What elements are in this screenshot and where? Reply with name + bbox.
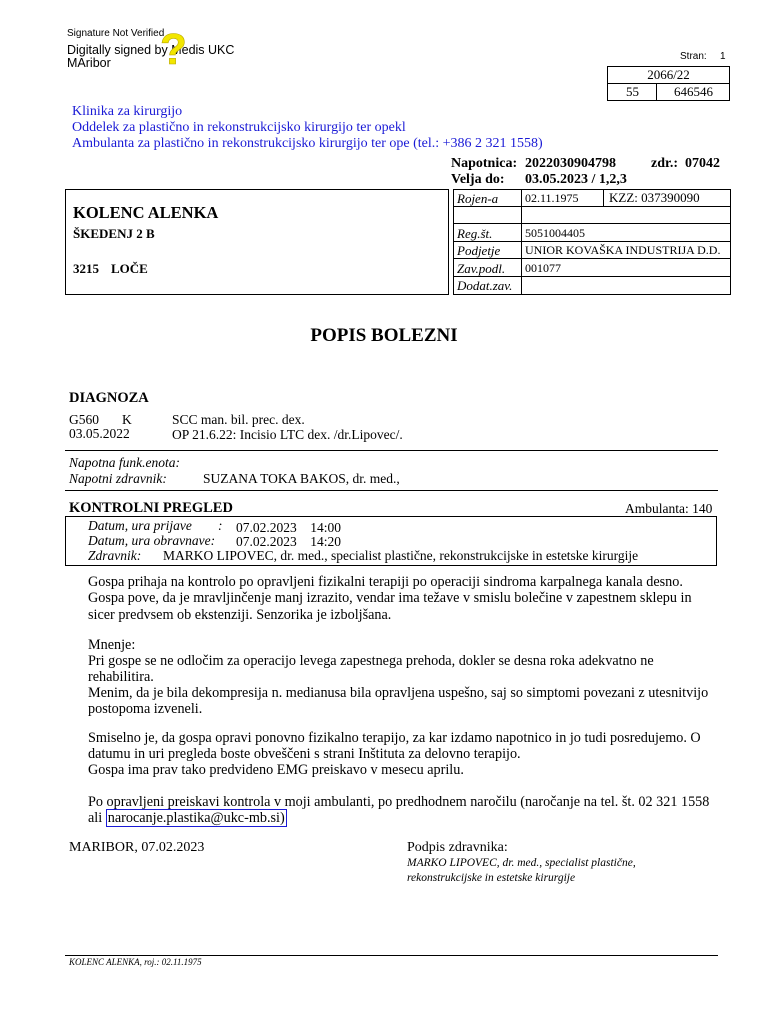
case-number: 2066/22 xyxy=(647,67,690,82)
diagnoza-text-2: OP 21.6.22: Incisio LTC dex. /dr.Lipovec/. xyxy=(172,427,403,442)
dodat-label: Dodat.zav. xyxy=(457,278,513,293)
napotni-zdravnik-value: SUZANA TOKA BAKOS, dr. med., xyxy=(203,471,400,486)
podjetje-label: Podjetje xyxy=(457,243,501,258)
patient-city: LOČE xyxy=(111,261,148,276)
napotnica-label: Napotnica: xyxy=(451,156,518,171)
signoff-doctor-line-2: rekonstrukcijske in estetske kirurgije xyxy=(407,872,576,884)
signature-line-1: Digitally signed by Medis UKC xyxy=(67,43,235,57)
clinic-line-1: Klinika za kirurgijo xyxy=(72,104,183,119)
report-paragraph-4 xyxy=(88,794,713,827)
prijava-label: Datum, ura prijave xyxy=(88,518,192,533)
page-label: Stran: xyxy=(680,51,707,62)
zav-label: Zav.podl. xyxy=(457,261,506,276)
kontrolni-heading: KONTROLNI PREGLED xyxy=(69,500,233,516)
reg-value: 5051004405 xyxy=(525,226,585,240)
report-paragraph-1: Gospa prihaja na kontrolo po opravljeni fizikalni terapiji po operaciji sindroma karpalnega kanala desno. Gospa pove, da je mravljinčenje manj izrazito, vendar ima težave v smislu bolečine v zapestnem sklepu in sicer predvsem ob ekstenziji. Senzorika je izboljšana. xyxy=(88,574,692,623)
report-paragraph-2b: Menim, da je bila dekompresija n. medianusa bila opravljena uspešno, saj so simptomi povezani z utesnitvijo postopoma izveneli. xyxy=(88,685,709,718)
signature-line-2: MAribor xyxy=(67,56,111,70)
case-box-vdivider xyxy=(656,83,657,101)
table-row-line xyxy=(453,223,731,224)
diagnoza-flag: K xyxy=(122,412,132,427)
svg-text:?: ? xyxy=(160,25,187,74)
obravnava-label: Datum, ura obravnave: xyxy=(88,533,216,548)
prijava-value: 07.02.2023 14:00 xyxy=(236,520,342,535)
table-row-line xyxy=(453,241,731,242)
report-paragraph-4-text: Po opravljeni preiskavi kontrola v moji ambulanti, po predhodnem naročilu (naročanje na tel. št. 02 321 1558 ali xyxy=(88,794,710,827)
report-paragraph-3a: Smiselno je, da gospa opravi ponovno fizikalno terapijo, za kar izdamo napotnico in jo tudi posredujemo. O datumu in uri pregleda boste obveščeni s strani Inštituta za delovno terapijo. xyxy=(88,730,701,763)
patient-name: KOLENC ALENKA xyxy=(73,203,219,222)
page-title: POPIS BOLEZNI xyxy=(310,325,458,346)
divider xyxy=(65,450,718,451)
patient-postcode: 3215 xyxy=(73,261,99,276)
clinic-line-2: Oddelek za plastično in rekonstrukcijsko kirurgijo ter opekl xyxy=(72,120,406,135)
diagnoza-code: G560 xyxy=(69,412,99,427)
diagnoza-text-1: SCC man. bil. prec. dex. xyxy=(172,412,305,427)
podjetje-value: UNIOR KOVAŠKA INDUSTRIJA D.D. xyxy=(525,243,721,257)
zdr-value: 07042 xyxy=(685,156,720,171)
napotnica-value: 2022030904798 xyxy=(525,156,616,171)
podpis-label: Podpis zdravnika: xyxy=(407,840,508,855)
footer-divider xyxy=(65,955,718,956)
mnenje-title: Mnenje: xyxy=(88,637,136,653)
napotni-zdravnik-label: Napotni zdravnik: xyxy=(69,471,167,486)
clinic-header xyxy=(72,104,543,152)
kzz-value: KZZ: 037390090 xyxy=(609,190,700,205)
ambulanta-label: Ambulanta: 140 xyxy=(625,501,713,516)
reg-label: Reg.št. xyxy=(457,226,493,241)
clinic-line-3: Ambulanta za plastično in rekonstrukcijsko kirurgijo ter ope (tel.: +386 2 321 1558) xyxy=(72,136,543,151)
prijava-colon: : xyxy=(218,518,223,533)
case-code-right: 646546 xyxy=(674,84,713,99)
report-paragraph-2a: Pri gospe se ne odločim za operacijo levega zapestnega prehoda, dokler se desna roka adekvatno ne rehabilitira. xyxy=(88,653,654,686)
zdr-label: zdr.: xyxy=(651,156,679,171)
zdravnik-label: Zdravnik: xyxy=(88,548,142,563)
diagnoza-date: 03.05.2022 xyxy=(69,426,130,441)
zdravnik-value: MARKO LIPOVEC, dr. med., specialist plastične, rekonstrukcijske in estetske kirurgije xyxy=(163,548,639,563)
email-link[interactable]: narocanje.plastika@ukc-mb.si) xyxy=(107,810,285,827)
question-mark-icon[interactable] xyxy=(158,22,190,74)
diagnoza-heading: DIAGNOZA xyxy=(69,390,149,406)
zav-value: 001077 xyxy=(525,261,561,275)
signoff-doctor-line-1: MARKO LIPOVEC, dr. med., specialist plastične, xyxy=(407,857,636,869)
signature-text xyxy=(67,44,234,70)
page-number: 1 xyxy=(720,51,726,62)
patient-street: ŠKEDENJ 2 B xyxy=(73,226,155,241)
divider xyxy=(65,490,718,491)
place-date: MARIBOR, 07.02.2023 xyxy=(69,840,205,855)
velja-value: 03.05.2023 / 1,2,3 xyxy=(525,172,627,187)
rojen-value: 02.11.1975 xyxy=(525,191,579,205)
napotna-enota-label: Napotna funk.enota: xyxy=(69,455,180,470)
footer-patient: KOLENC ALENKA, roj.: 02.11.1975 xyxy=(69,957,202,967)
table-kzz-divider xyxy=(603,189,604,206)
velja-label: Velja do: xyxy=(451,172,505,187)
rojen-label: Rojen-a xyxy=(457,191,499,206)
obravnava-value: 07.02.2023 14:20 xyxy=(236,534,342,549)
case-code-left: 55 xyxy=(626,84,639,99)
report-paragraph-3b: Gospa ima prav tako predvideno EMG preiskavo v mesecu aprilu. xyxy=(88,762,464,778)
table-col-divider xyxy=(521,189,522,295)
signature-status: Signature Not Verified xyxy=(67,28,165,39)
